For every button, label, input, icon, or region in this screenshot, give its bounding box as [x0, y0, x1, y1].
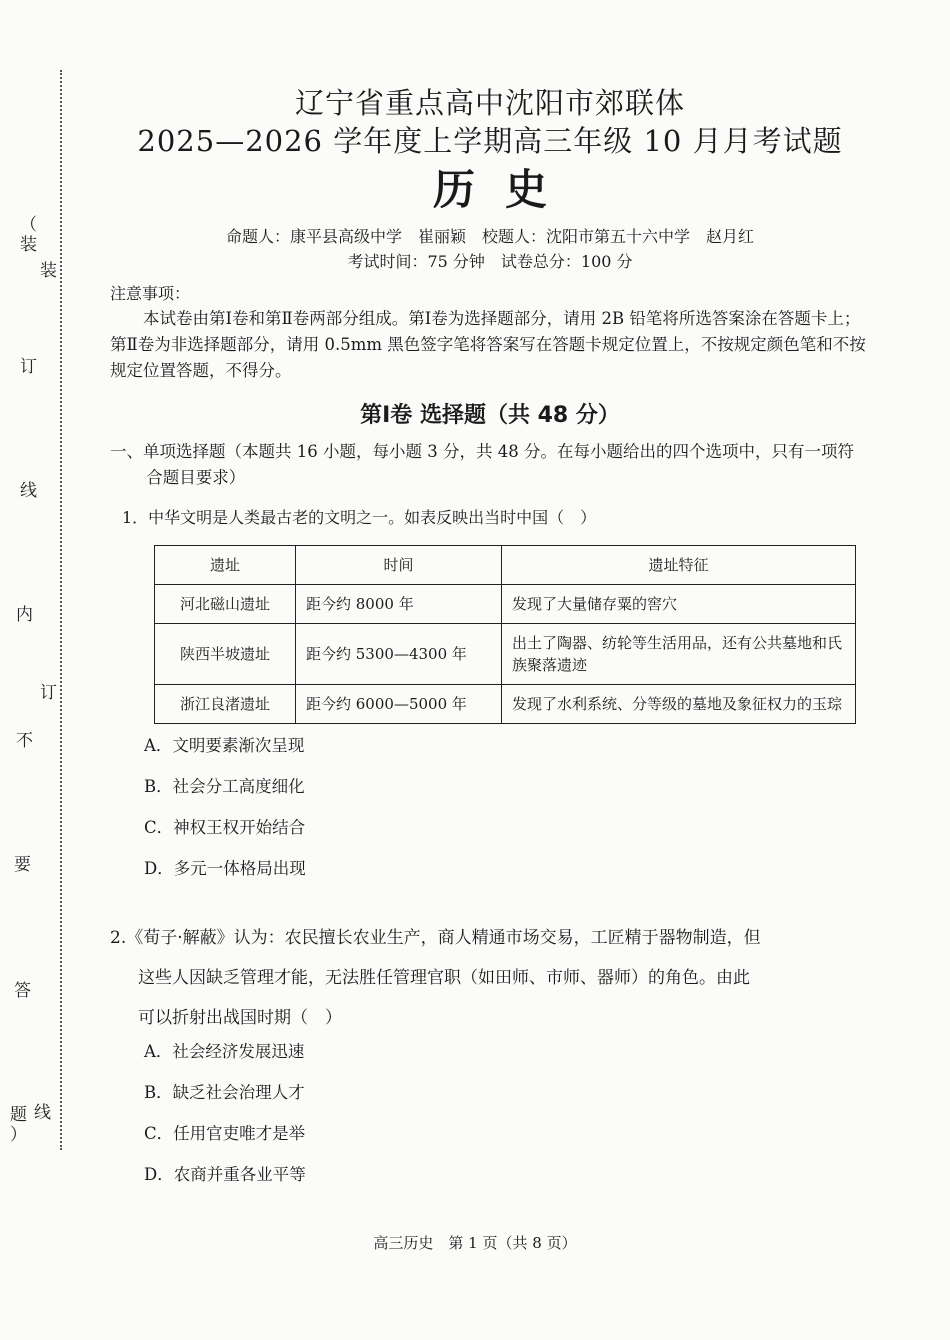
page-footer: 高三历史 第 1 页（共 8 页）: [373, 1234, 577, 1252]
margin-char: 内: [16, 605, 33, 625]
section-title: 第Ⅰ卷 选择题（共 48 分）: [360, 403, 620, 428]
option-c: C．任用官吏唯才是举: [144, 1124, 306, 1143]
exam-title-line2: 2025—2026 学年度上学期高三年级 10 月月考试题: [137, 124, 843, 158]
table-cell: 距今约 8000 年: [296, 585, 502, 624]
option-d: D．农商并重各业平等: [144, 1165, 306, 1184]
question-2-stem: [110, 918, 870, 1038]
table-cell: 发现了大量储存粟的窖穴: [502, 585, 856, 624]
option-d: D．多元一体格局出现: [144, 859, 306, 878]
margin-char: 要: [14, 855, 31, 875]
margin-char: 订: [20, 357, 37, 377]
margin-char: 不: [16, 731, 33, 751]
binding-margin: [0, 0, 62, 1340]
option-b: B．缺乏社会治理人才: [144, 1083, 305, 1102]
subject-title: 历史: [432, 165, 577, 214]
exam-title-line1: 辽宁省重点高中沈阳市郊联体: [294, 86, 685, 120]
option-a: A．社会经济发展迅速: [144, 1042, 305, 1061]
question-1-table: [154, 545, 856, 724]
exam-page: [110, 80, 870, 1206]
table-row: [155, 685, 856, 724]
table-cell: 浙江良渚遗址: [155, 685, 296, 724]
margin-char: ）: [10, 1125, 27, 1145]
notes-heading: 注意事项：: [110, 284, 191, 303]
option-b: B．社会分工高度细化: [144, 777, 305, 796]
table-header: 遗址: [155, 546, 296, 585]
table-header-row: [155, 546, 856, 585]
question-2-line: 可以折射出战国时期（ ）: [138, 1008, 342, 1028]
table-cell: 距今约 6000—5000 年: [296, 685, 502, 724]
question-2-options: [110, 1042, 870, 1206]
option-a: A．文明要素渐次呈现: [144, 736, 305, 755]
authors-line: 命题人：康平县高级中学 崔丽颖 校题人：沈阳市第五十六中学 赵月红: [225, 227, 754, 246]
margin-char: 装: [20, 235, 37, 255]
binding-dotted-line: [60, 70, 62, 1150]
table-cell: 出土了陶器、纺轮等生活用品，还有公共墓地和氏族聚落遗迹: [502, 624, 856, 685]
margin-char-inner: 线: [34, 1103, 51, 1123]
margin-char-inner: 订: [40, 683, 57, 703]
notes-body: 本试卷由第Ⅰ卷和第Ⅱ卷两部分组成。第Ⅰ卷为选择题部分，请用 2B 铅笔将所选答案涂在答题卡上；第Ⅱ卷为非选择题部分，请用 0.5mm 黑色签字笔将答案写在答题卡规定位置上，不按规定颜色笔和不按规定位置答题，不得分。: [110, 309, 866, 380]
table-header: 遗址特征: [502, 546, 856, 585]
table-cell: 发现了水利系统、分等级的墓地及象征权力的玉琮: [502, 685, 856, 724]
margin-char: 题: [10, 1105, 27, 1125]
table-cell: 陕西半坡遗址: [155, 624, 296, 685]
margin-char-inner: 装: [40, 261, 57, 281]
question-1-options: [110, 736, 870, 900]
table-cell: 河北磁山遗址: [155, 585, 296, 624]
table-row: [155, 585, 856, 624]
question-1-stem: 1．中华文明是人类最古老的文明之一。如表反映出当时中国（ ）: [122, 508, 597, 527]
margin-char: （: [20, 215, 37, 235]
margin-char: 线: [20, 481, 37, 501]
table-cell: 距今约 5300—4300 年: [296, 624, 502, 685]
part-heading: 一、单项选择题（本题共 16 小题，每小题 3 分，共 48 分。在每小题给出的四个选项中，只有一项符合题目要求）: [110, 442, 854, 487]
margin-char: 答: [14, 981, 31, 1001]
table-row: [155, 624, 856, 685]
exam-info-line: 考试时间：75 分钟 试卷总分：100 分: [347, 252, 633, 271]
question-2-line: 2.《荀子·解蔽》认为：农民擅长农业生产，商人精通市场交易，工匠精于器物制造，但: [110, 928, 761, 948]
question-2-line: 这些人因缺乏管理才能，无法胜任管理官职（如田师、市师、器师）的角色。由此: [138, 968, 750, 988]
option-c: C．神权王权开始结合: [144, 818, 306, 837]
table-header: 时间: [296, 546, 502, 585]
